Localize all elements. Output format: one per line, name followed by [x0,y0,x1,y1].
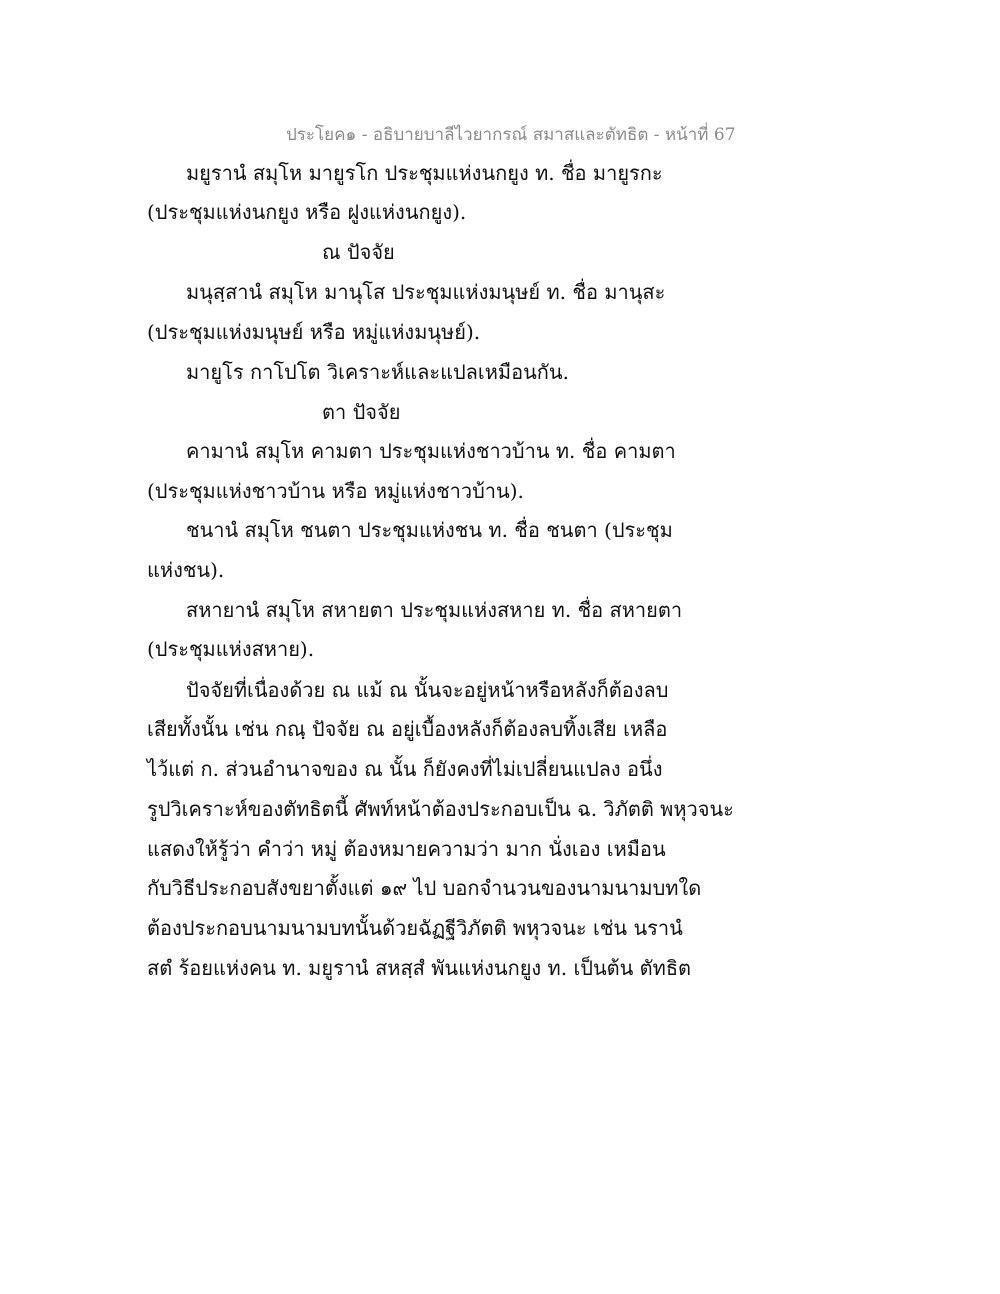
text-line: ปัจจัยที่เนื่องด้วย ณ แม้ ณ นั้นจะอยู่หน้าหรือหลังก็ต้องลบ [186,678,669,702]
text-line: กับวิธีประกอบสังขยาตั้งแต่ ๑๙ ไป บอกจำนวนของนามนามบทใด [147,876,702,900]
running-header: ประโยค๑ - อธิบายบาลีไวยากรณ์ สมาสและตัทธิต - หน้าที่ 67 [286,125,736,145]
section-heading: ตา ปัจจัย [322,400,401,424]
text-line: คามานํ สมุโห คามตา ประชุมแห่งชาวบ้าน ท. ชื่อ คามตา [186,439,676,463]
text-line: เสียทั้งนั้น เช่น กณฺ ปัจจัย ณ อยู่เบื้องหลังก็ต้องลบทิ้งเสีย เหลือ [147,717,668,741]
text-line: ไว้แต่ ก. ส่วนอำนาจของ ณ นั้น ก็ยังคงที่ไม่เปลี่ยนแปลง อนึ่ง [147,757,663,781]
text-line: สตํ ร้อยแห่งคน ท. มยูรานํ สหสฺสํ พันแห่งนกยูง ท. เป็นต้น ตัทธิต [147,956,692,980]
text-line: มนุสฺสานํ สมุโห มานุโส ประชุมแห่งมนุษย์ ท. ชื่อ มานุสะ [186,280,666,304]
text-line: รูปวิเคราะห์ของตัทธิตนี้ ศัพท์หน้าต้องประกอบเป็น ฉ. วิภัตติ พหุวจนะ [147,797,734,821]
text-line: แห่งชน). [147,558,225,582]
text-line: สหายานํ สมุโห สหายตา ประชุมแห่งสหาย ท. ชื่อ สหายตา [186,598,683,622]
text-line: (ประชุมแห่งชาวบ้าน หรือ หมู่แห่งชาวบ้าน). [147,479,524,503]
section-heading: ณ ปัจจัย [322,240,395,264]
text-line: ต้องประกอบนามนามบทนั้นด้วยฉัฏฐีวิภัตติ พหุวจนะ เช่น นรานํ [147,916,683,940]
text-line: แสดงให้รู้ว่า คำว่า หมู่ ต้องหมายความว่า มาก นั่งเอง เหมือน [147,837,666,861]
text-line: มายูโร กาโปโต วิเคราะห์และแปลเหมือนกัน. [186,360,569,384]
text-line: (ประชุมแห่งมนุษย์ หรือ หมู่แห่งมนุษย์). [147,320,481,344]
text-line: ชนานํ สมุโห ชนตา ประชุมแห่งชน ท. ชื่อ ชนตา (ประชุม [186,518,673,542]
text-line: (ประชุมแห่งนกยูง หรือ ฝูงแห่งนกยูง). [147,200,467,224]
text-line: (ประชุมแห่งสหาย). [147,637,315,661]
text-line: มยูรานํ สมุโห มายูรโก ประชุมแห่งนกยูง ท. ชื่อ มายูรกะ [186,161,663,185]
